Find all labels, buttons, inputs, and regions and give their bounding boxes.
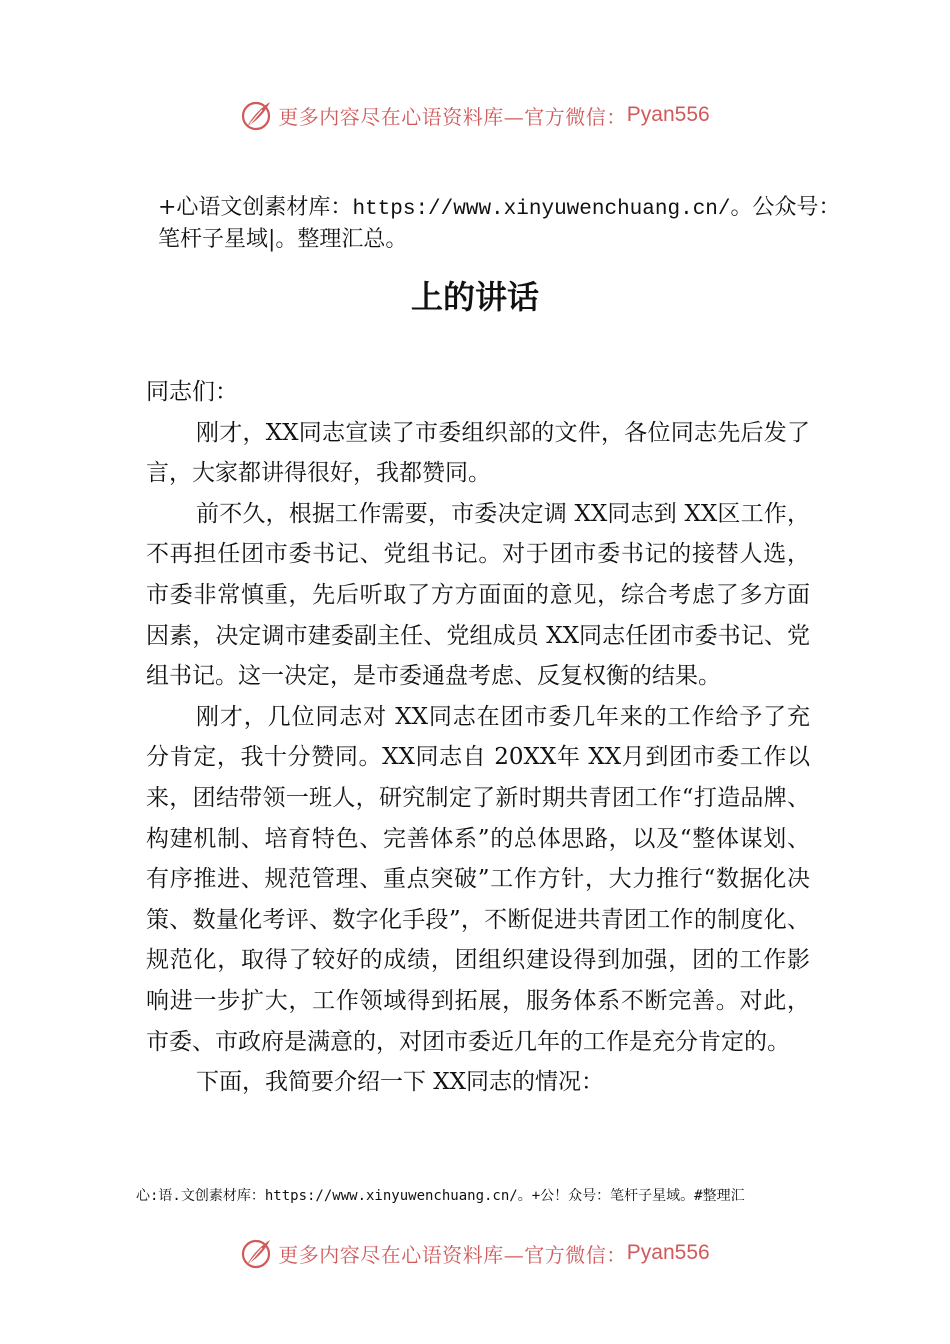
speech-body (146, 372, 810, 1103)
wechat-id: Pyan556 (626, 103, 710, 126)
quill-pen-logo-icon (240, 98, 274, 132)
paragraph: 前不久，根据工作需要，市委决定调 XX同志到 XX区工作，不再担任团市委书记、党组书记。对于团市委书记的接替人选，市委非常慎重，先后听取了方方面面的意见，综合考虑了多方面因素，决定调市建委副主任、党组成员 XX同志任团市委书记、党组书记。这一决定，是市委通盘考虑、反复权衡的结果。 (146, 500, 810, 690)
page-title: 上的讲话 (410, 278, 539, 316)
source-note-prefix: +心语文创素材库： (158, 195, 353, 220)
source-note-suffix: 。公众号：笔杆子星域|。整理汇总。 (158, 195, 841, 252)
quill-pen-logo-icon (240, 1236, 274, 1270)
banner-text: 更多内容尽在心语资料库—官方微信： (278, 1242, 627, 1267)
bottom-banner (0, 1233, 950, 1273)
paragraph: 刚才，几位同志对 XX同志在团市委几年来的工作给予了充分肯定，我十分赞同。XX同志自 20XX年 XX月到团市委工作以来，团结带领一班人，研究制定了新时期共青团工作“打造品牌、构建机制、培育特色、完善体系”的总体思路，以及“整体谋划、有序推进、规范管理、重点突破”工作方针，大力推行“数据化决策、数量化考评、数字化手段”，不断促进共青团工作的制度化、规范化，取得了较好的成绩，团组织建设得到加强，团的工作影响进一步扩大，工作领域得到拓展，服务体系不断完善。对此，市委、市政府是满意的，对团市委近几年的工作是充分肯定的。 (146, 703, 810, 1055)
footer-source-note: 心:语.文创素材库：https://www.xinyuwenchuang.cn/。+公！众号：笔杆子星域。#整理汇 (136, 1188, 745, 1204)
salutation: 同志们： (146, 379, 238, 405)
source-url[interactable]: https://www.xinyuwenchuang.cn/ (352, 198, 731, 221)
paragraph: 下面，我简要介绍一下 XX同志的情况： (196, 1069, 605, 1096)
source-note (158, 193, 848, 255)
paragraph: 刚才，XX同志宣读了市委组织部的文件，各位同志先后发了言，大家都讲得很好，我都赞同。 (146, 419, 810, 487)
top-banner (0, 95, 950, 135)
wechat-id: Pyan556 (626, 1241, 710, 1264)
banner-text: 更多内容尽在心语资料库—官方微信： (278, 104, 627, 129)
